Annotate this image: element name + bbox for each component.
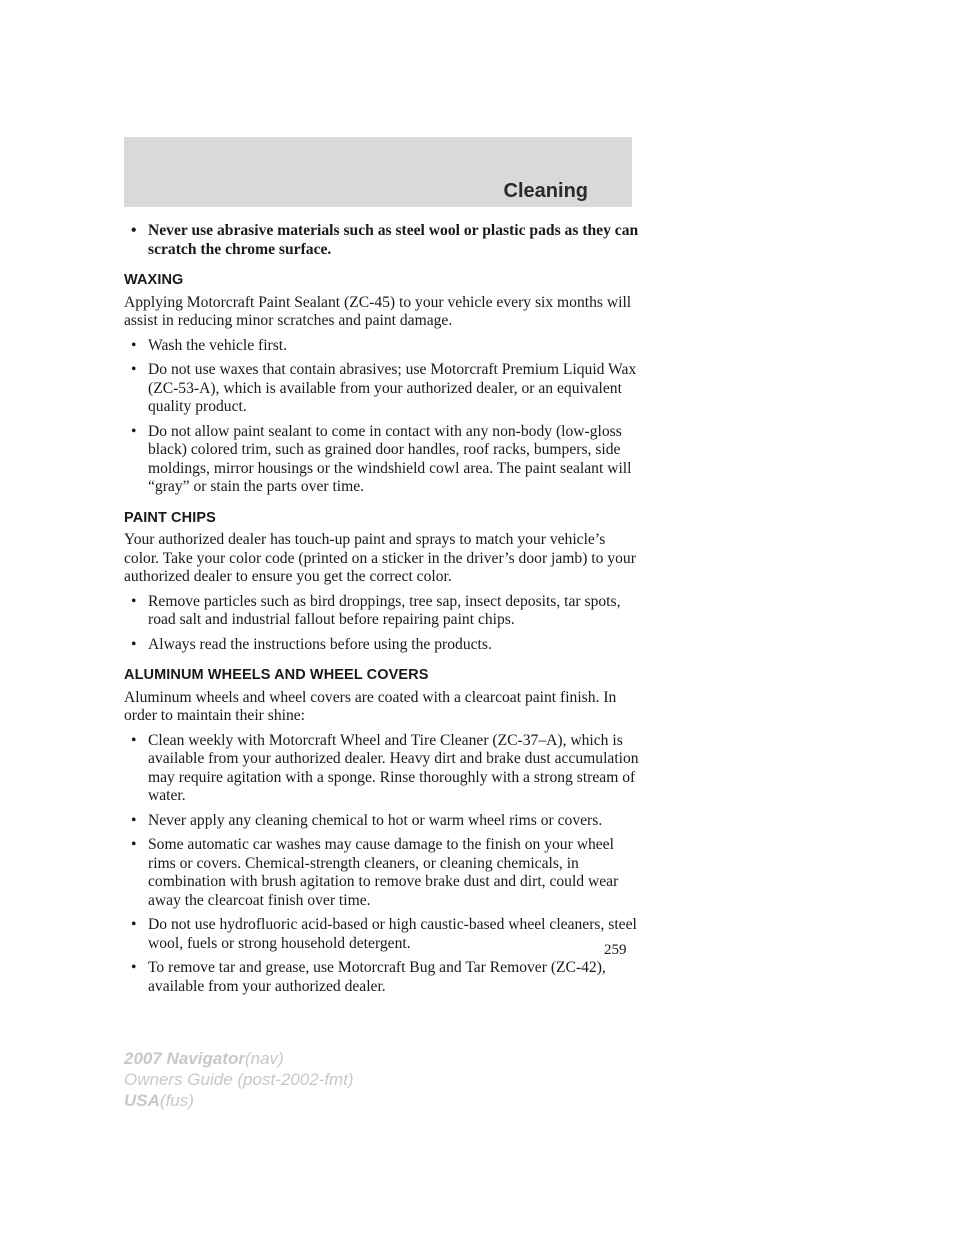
bullet-glyph: • <box>131 635 137 653</box>
page-number: 259 <box>604 942 627 958</box>
bullet-glyph: • <box>131 336 137 354</box>
footer-model-code: (nav) <box>244 1049 284 1068</box>
bullet-glyph: • <box>131 422 137 440</box>
waxing-paragraph: Applying Motorcraft Paint Sealant (ZC-45) to your vehicle every six months will assist in reducing minor scratches and paint damage. <box>124 293 632 329</box>
paint-chips-heading: PAINT CHIPS <box>124 509 216 526</box>
bullet-text: Never use abrasive materials such as steel wool or plastic pads as they can scratch the chrome surface. <box>148 222 639 258</box>
bullet-text: To remove tar and grease, use Motorcraft Bug and Tar Remover (ZC-42), available from your authorized dealer. <box>148 959 606 995</box>
footer-line-model <box>124 1048 354 1069</box>
bullet-text: Some automatic car washes may cause damage to the finish on your wheel rims or covers. Chemical-strength cleaners, or cleaning chemicals, in combination with brush agitation to remove brake dust and dirt, could wear away the clearcoat finish over time. <box>148 836 619 909</box>
bullet-text: Always read the instructions before using the products. <box>148 635 492 653</box>
list-item <box>124 337 644 356</box>
list-item <box>124 732 644 806</box>
section-header-band <box>124 137 632 207</box>
list-item <box>124 361 644 417</box>
list-item <box>124 636 644 655</box>
wheels-heading: ALUMINUM WHEELS AND WHEEL COVERS <box>124 667 429 683</box>
bullet-glyph: • <box>131 811 137 829</box>
list-item <box>124 916 644 953</box>
list-item <box>124 812 644 831</box>
bullet-glyph: • <box>131 731 137 749</box>
bullet-glyph: • <box>131 959 137 976</box>
bullet-text: Do not allow paint sealant to come in contact with any non-body (low-gloss black) colored trim, such as grained door handles, roof racks, bumpers, side moldings, mirror housings or the windshield cowl area. The paint sealant will “gray” or stain the parts over time. <box>148 422 632 495</box>
footer-market-code: (fus) <box>159 1091 194 1110</box>
bullet-text: Clean weekly with Motorcraft Wheel and Tire Cleaner (ZC-37–A), which is available from your authorized dealer. Heavy dirt and brake dust accumulation may require agitation with a sponge. Rinse thoroughly with a strong stream of water. <box>148 731 639 804</box>
bullet-text: Remove particles such as bird droppings, tree sap, insect deposits, tar spots, road salt and industrial fallout before repairing paint chips. <box>148 592 621 628</box>
bullet-text: Never apply any cleaning chemical to hot or warm wheel rims or covers. <box>148 811 603 829</box>
bullet-text: Do not use waxes that contain abrasives; use Motorcraft Premium Liquid Wax (ZC-53-A), which is available from your authorized dealer, or an equivalent quality product. <box>148 361 637 415</box>
bullet-glyph: • <box>131 836 137 853</box>
waxing-heading: WAXING <box>124 272 184 288</box>
bullet-glyph: • <box>131 592 137 610</box>
bullet-glyph: • <box>131 222 137 239</box>
section-title: Cleaning <box>503 180 588 202</box>
list-item <box>124 836 644 910</box>
footer-model: 2007 Navigator <box>124 1049 245 1068</box>
footer-market: USA <box>124 1091 160 1110</box>
document-footer <box>124 1048 354 1111</box>
bullet-text: Wash the vehicle first. <box>148 336 288 354</box>
wheels-paragraph: Aluminum wheels and wheel covers are coated with a clearcoat paint finish. In order to maintain their shine: <box>124 688 617 724</box>
footer-line-market <box>124 1090 354 1111</box>
list-item <box>124 959 644 996</box>
footer-line-guide: Owners Guide (post-2002-fmt) <box>124 1070 354 1089</box>
chrome-warning-bullet <box>124 222 644 259</box>
bullet-glyph: • <box>131 361 137 378</box>
page-content <box>124 222 644 1002</box>
paint-chips-paragraph: Your authorized dealer has touch-up paint and sprays to match your vehicle’s color. Take your color code (printed on a sticker in the driver’s door jamb) to your authorized dealer to ensure you get the correct color. <box>124 531 636 585</box>
bullet-glyph: • <box>131 916 137 933</box>
list-item <box>124 423 644 497</box>
bullet-text: Do not use hydrofluoric acid-based or high caustic-based wheel cleaners, steel wool, fuels or strong household detergent. <box>148 916 637 952</box>
list-item <box>124 593 644 630</box>
